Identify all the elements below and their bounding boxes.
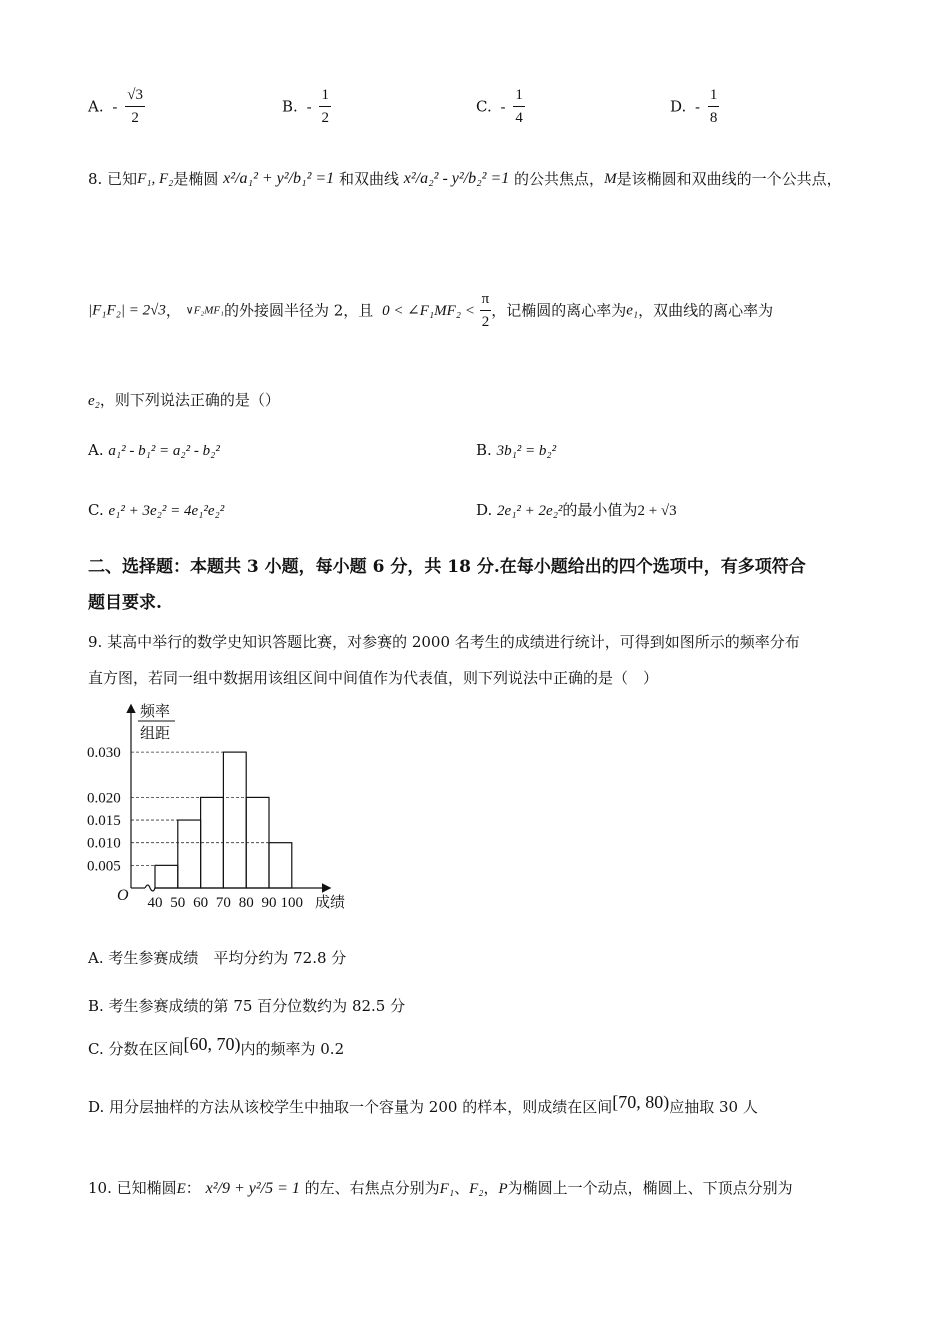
y-tick-label: 0.030 — [87, 745, 121, 762]
q8-option-d — [476, 500, 677, 521]
option-expression: a₁² - b₁² = a₂² - b₂² — [108, 443, 220, 459]
x-tick-label: 100 — [280, 895, 304, 911]
option-label: B. — [476, 441, 492, 459]
q9-stem — [88, 632, 800, 688]
q8-text: 和双曲线 — [338, 170, 399, 188]
q10-text: 为椭圆上一个动点，椭圆上、下顶点分别为 — [507, 1179, 793, 1197]
q8-text: ， — [165, 301, 181, 320]
option-label: A. — [88, 97, 104, 116]
fraction — [708, 84, 720, 129]
minus-sign: - — [306, 97, 312, 116]
section-heading-line-2: 题目要求. — [88, 593, 162, 613]
q9-option-b — [88, 996, 405, 1016]
q10-text: 的左、右焦点分别为 — [304, 1179, 440, 1197]
numerator: 1 — [513, 84, 525, 107]
option-expression: e₁² + 3e₂² = 4e₁²e₂² — [108, 503, 225, 519]
histogram-bar — [269, 843, 292, 888]
option-expression: 2e₁² + 2e₂² — [497, 503, 563, 519]
minus-sign: - — [695, 97, 701, 116]
q8-text: ，记椭圆的离心率为 — [491, 301, 627, 320]
q9-line-1: 9. 某高中举行的数学史知识答题比赛，对参赛的 2000 名考生的成绩进行统计，可得到如图所示的频率分布 — [88, 633, 800, 651]
option-text: D. 用分层抽样的方法从该校学生中抽取一个容量为 200 的样本，则成绩在区间 — [88, 1098, 613, 1116]
minus-sign: - — [112, 97, 118, 116]
frequency-histogram — [85, 696, 360, 916]
eccentricity-e1: e₁ — [626, 302, 639, 319]
focal-distance: |F₁F₂| = 2√3 — [88, 302, 166, 319]
denominator: 2 — [131, 110, 139, 126]
x-tick-label: 80 — [238, 895, 254, 911]
option-text: A. 考生参赛成绩 平均分约为 72.8 分 — [88, 949, 347, 967]
option-label: A. — [88, 441, 104, 459]
q8-text: ，则下列说法正确的是（） — [99, 391, 280, 409]
option-text: 的最小值为 — [562, 501, 638, 519]
x-axis-label: 成绩 — [315, 895, 346, 911]
focus-f1: F₁ — [439, 1181, 455, 1197]
option-text: C. 分数在区间 — [88, 1040, 184, 1058]
hyperbola-equation: x²/a₂² - y²/b₂² =1 — [403, 170, 510, 187]
fraction — [319, 84, 331, 129]
q7-option-d — [670, 84, 719, 129]
option-text: 应抽取 30 人 — [669, 1098, 758, 1116]
fraction — [125, 84, 145, 129]
denominator: 2 — [321, 110, 329, 126]
q7-option-c — [476, 84, 525, 129]
x-tick-label: 40 — [147, 895, 163, 911]
point-m: M — [604, 171, 617, 187]
numerator: √3 — [125, 84, 145, 107]
x-tick-label: 70 — [215, 895, 231, 911]
origin-label: O — [117, 887, 129, 904]
section-heading-line-1: 二、选择题：本题共 3 小题，每小题 6 分，共 18 分.在每小题给出的四个选项中，有多项符合 — [88, 557, 806, 577]
option-text: 内的频率为 0.2 — [240, 1040, 345, 1058]
x-tick-label: 50 — [170, 895, 186, 911]
option-label: B. — [282, 97, 298, 116]
histogram-bar — [155, 865, 178, 888]
y-tick-label: 0.020 — [87, 790, 121, 807]
triangle-label: ∨F₂MF₁ — [185, 304, 224, 317]
q10-prefix: 10. 已知椭圆 — [88, 1179, 177, 1197]
option-expression: 3b₁² = b₂² — [496, 443, 557, 459]
ellipse-e: E — [176, 1181, 186, 1197]
point-p: P — [498, 1181, 508, 1197]
q7-option-a — [88, 84, 145, 129]
q8-line-3 — [88, 390, 280, 411]
q8-option-a — [88, 440, 220, 461]
q10-line-1 — [88, 1178, 793, 1199]
numerator: 1 — [708, 84, 720, 107]
section-heading — [88, 554, 806, 616]
q9-option-d — [88, 1092, 758, 1117]
q7-option-b — [282, 84, 331, 129]
fraction — [513, 84, 525, 129]
q9-option-a — [88, 948, 346, 968]
q8-line-1 — [88, 168, 842, 189]
q8-prefix: 8. 已知 — [88, 170, 138, 188]
y-tick-label: 0.005 — [87, 858, 121, 875]
q10-text: ： — [185, 1179, 201, 1197]
option-text: B. 考生参赛成绩的第 75 百分位数约为 82.5 分 — [88, 997, 406, 1015]
q8-text: 的公共焦点， — [514, 170, 605, 188]
q10-text: ， — [483, 1179, 499, 1197]
option-label: C. — [476, 97, 492, 116]
x-tick-label: 60 — [193, 895, 209, 911]
y-tick-label: 0.015 — [87, 813, 121, 830]
y-axis-label-top: 频率 — [140, 704, 171, 720]
option-label: D. — [476, 501, 493, 519]
ellipse-equation: x²/a₁² + y²/b₁² =1 — [223, 170, 335, 187]
y-axis-label-bottom: 组距 — [140, 726, 171, 742]
denominator: 2 — [481, 314, 490, 330]
angle-condition: 0 < ∠F₁MF₂ < — [382, 302, 475, 319]
pi-over-2 — [480, 288, 492, 333]
interval: [60, 70) — [183, 1034, 241, 1054]
x-tick-label: 90 — [261, 895, 277, 911]
eccentricity-e2: e₂ — [88, 393, 100, 409]
denominator: 4 — [515, 110, 523, 126]
q9-option-c — [88, 1034, 344, 1059]
option-label: D. — [670, 97, 687, 116]
foci-label: F₁, F₂ — [137, 171, 174, 187]
minus-sign: - — [500, 97, 506, 116]
q8-option-c — [88, 500, 224, 521]
q8-text: 是椭圆 — [173, 170, 219, 188]
q9-line-2: 直方图，若同一组中数据用该组区间中间值作为代表值，则下列说法中正确的是（ ） — [88, 669, 659, 687]
denominator: 8 — [709, 110, 718, 126]
numerator: 1 — [319, 84, 331, 107]
q8-text: 的外接圆半径为 2，且 — [223, 301, 374, 320]
q8-text: ，双曲线的离心率为 — [638, 301, 774, 320]
focus-f2: F₂ — [469, 1181, 484, 1197]
y-tick-label: 0.010 — [87, 835, 121, 852]
histogram-bar — [178, 820, 201, 888]
numerator: π — [480, 288, 492, 311]
q8-text: 是该椭圆和双曲线的一个公共点， — [616, 170, 842, 188]
axis-break — [145, 885, 155, 891]
option-value: 2 + √3 — [637, 503, 677, 519]
q8-option-b — [476, 440, 556, 461]
histogram-bar — [223, 752, 246, 888]
q10-text: 、 — [454, 1179, 470, 1197]
option-label: C. — [88, 501, 104, 519]
q8-line-2 — [88, 288, 773, 333]
ellipse-equation: x²/9 + y²/5 = 1 — [205, 1180, 300, 1197]
interval: [70, 80) — [612, 1092, 670, 1112]
